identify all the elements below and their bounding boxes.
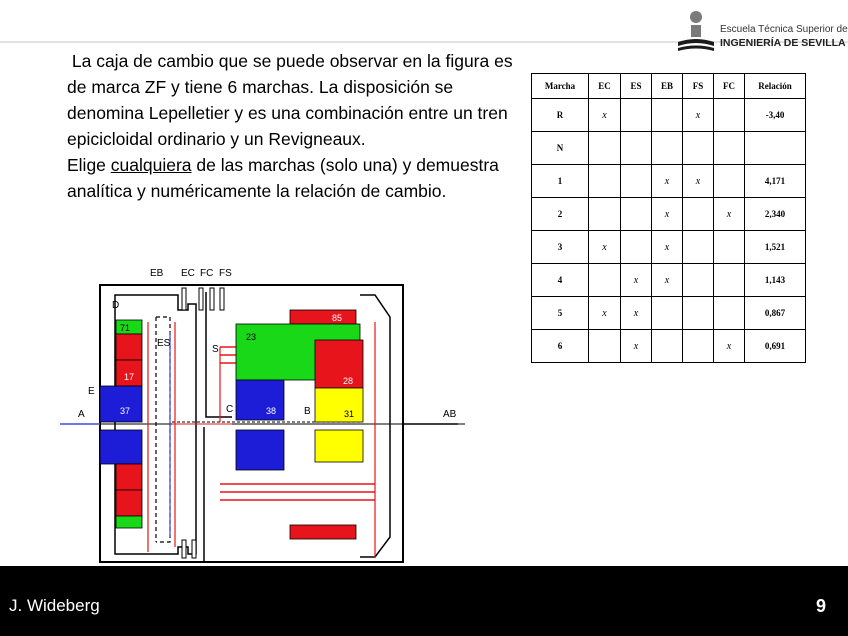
table-cell: -3,40 — [745, 99, 806, 132]
table-row — [532, 132, 806, 165]
tooth-count-71: 71 — [120, 323, 131, 333]
table-header-cell: EB — [652, 74, 683, 99]
table-cell — [621, 165, 652, 198]
table-cell — [621, 99, 652, 132]
label-a: A — [78, 409, 85, 420]
table-cell: R — [532, 99, 589, 132]
table-cell: x — [589, 297, 621, 330]
input-gear-37-bottom — [100, 430, 142, 464]
sun-gear-38-bottom — [236, 430, 284, 470]
table-cell — [621, 132, 652, 165]
label-s: S — [212, 344, 219, 355]
ring-gear-71-bottom — [116, 516, 142, 528]
label-c: C — [226, 404, 234, 415]
table-cell: 3 — [532, 231, 589, 264]
ring-gear-85 — [290, 310, 356, 324]
table-row — [532, 99, 806, 132]
table-header-cell: EC — [589, 74, 621, 99]
table-header-cell: Relación — [745, 74, 806, 99]
page-number: 9 — [815, 596, 826, 616]
statement-underlined-word: cualquiera — [110, 155, 192, 175]
input-gear-37-top — [100, 386, 142, 422]
table-row — [532, 165, 806, 198]
table-cell — [683, 231, 714, 264]
table-cell — [589, 264, 621, 297]
table-cell: 4,171 — [745, 165, 806, 198]
label-ab: AB — [443, 409, 457, 420]
table-cell: 1,143 — [745, 264, 806, 297]
planet-gear-28 — [315, 340, 363, 388]
table-cell: 1,521 — [745, 231, 806, 264]
table-header-cell: FS — [683, 74, 714, 99]
table-cell — [683, 132, 714, 165]
table-cell: 6 — [532, 330, 589, 363]
table-row — [532, 231, 806, 264]
table-cell: x — [589, 231, 621, 264]
footer-author: J. Wideberg — [9, 596, 100, 615]
table-cell: x — [714, 330, 745, 363]
sun-gear-31-top — [315, 388, 363, 422]
table-cell: 4 — [532, 264, 589, 297]
table-cell — [589, 165, 621, 198]
table-cell: x — [621, 330, 652, 363]
clutch-plate-bottom-2 — [192, 540, 196, 558]
table-cell: 1 — [532, 165, 589, 198]
table-cell: x — [652, 231, 683, 264]
logo-emblem-icon — [676, 8, 716, 54]
statement-paragraph-1: La caja de cambio que se puede observar en la figura es de marca ZF y tiene 6 marchas. La disposición se denomina Lepelletier y es una combinación entre un tren epicicloidal ordinario y un Revigneaux. — [67, 51, 518, 149]
table-cell: x — [621, 297, 652, 330]
table-cell: 2,340 — [745, 198, 806, 231]
planet-gear-top — [116, 334, 142, 360]
label-e: E — [88, 386, 95, 397]
table-cell: x — [589, 99, 621, 132]
table-cell — [652, 99, 683, 132]
table-cell — [589, 198, 621, 231]
table-cell — [589, 330, 621, 363]
table-cell — [683, 264, 714, 297]
table-cell — [652, 330, 683, 363]
sun-gear-38-top — [236, 380, 284, 420]
label-eb: EB — [150, 268, 164, 279]
table-cell — [714, 231, 745, 264]
table-cell: 0,691 — [745, 330, 806, 363]
clutch-plate-fc — [210, 288, 214, 310]
table-row — [532, 330, 806, 363]
table-cell — [714, 99, 745, 132]
tooth-count-31: 31 — [344, 409, 355, 419]
tooth-count-37: 37 — [120, 406, 131, 416]
table-cell — [714, 264, 745, 297]
label-ec: EC — [181, 268, 195, 279]
table-cell — [745, 132, 806, 165]
table-cell — [621, 231, 652, 264]
table-cell — [683, 330, 714, 363]
table-row — [532, 198, 806, 231]
label-b: B — [304, 406, 311, 417]
label-d: D — [112, 300, 120, 311]
table-cell: 0,867 — [745, 297, 806, 330]
tooth-count-38: 38 — [266, 406, 277, 416]
tooth-count-23: 23 — [246, 332, 257, 342]
dashed-drum — [156, 317, 170, 542]
tooth-count-28: 28 — [343, 376, 354, 386]
table-cell: N — [532, 132, 589, 165]
logo-line-1: Escuela Técnica Superior de — [720, 24, 848, 35]
table-cell — [714, 132, 745, 165]
table-row — [532, 297, 806, 330]
label-fs: FS — [219, 268, 232, 279]
table-cell — [714, 297, 745, 330]
clutch-plate-bottom-1 — [182, 540, 186, 558]
university-logo — [676, 8, 848, 54]
table-cell: 2 — [532, 198, 589, 231]
table-header-row — [532, 74, 806, 99]
gear-ratio-table — [531, 73, 806, 363]
table-cell — [589, 132, 621, 165]
problem-statement — [67, 48, 529, 204]
table-cell: x — [652, 198, 683, 231]
table-header-cell: FC — [714, 74, 745, 99]
clutch-plate-eb — [182, 288, 186, 310]
footer-bar — [0, 566, 848, 636]
gearbox-diagram — [60, 262, 465, 567]
planet-gear-bottom — [116, 490, 142, 516]
clutch-plate-fs — [220, 288, 224, 310]
table-cell: x — [714, 198, 745, 231]
sun-gear-31-bottom — [315, 430, 363, 462]
table-cell: x — [621, 264, 652, 297]
table-cell — [714, 165, 745, 198]
statement-text-after: de las marchas (solo una) y demuestra analítica y numéricamente la relación de cambio. — [67, 155, 499, 201]
label-es: ES — [157, 338, 171, 349]
table-header-cell: Marcha — [532, 74, 589, 99]
tooth-count-17: 17 — [124, 372, 135, 382]
table-cell — [683, 198, 714, 231]
table-cell: x — [652, 165, 683, 198]
table-cell — [652, 297, 683, 330]
ring-gear-85-bottom — [290, 525, 356, 539]
table-cell: x — [683, 165, 714, 198]
table-cell: x — [652, 264, 683, 297]
statement-text-before: Elige — [67, 155, 111, 175]
table-cell — [683, 297, 714, 330]
table-row — [532, 264, 806, 297]
label-fc: FC — [200, 268, 214, 279]
table-cell — [621, 198, 652, 231]
table-cell: x — [683, 99, 714, 132]
table-header-cell: ES — [621, 74, 652, 99]
clutch-plate-ec — [199, 288, 203, 310]
logo-line-2: INGENIERÍA DE SEVILLA — [720, 37, 846, 49]
tooth-count-85: 85 — [332, 313, 343, 323]
table-cell — [652, 132, 683, 165]
table-cell: 5 — [532, 297, 589, 330]
sun-gear-17-bottom — [116, 464, 142, 490]
statement-paragraph-2 — [67, 152, 529, 204]
